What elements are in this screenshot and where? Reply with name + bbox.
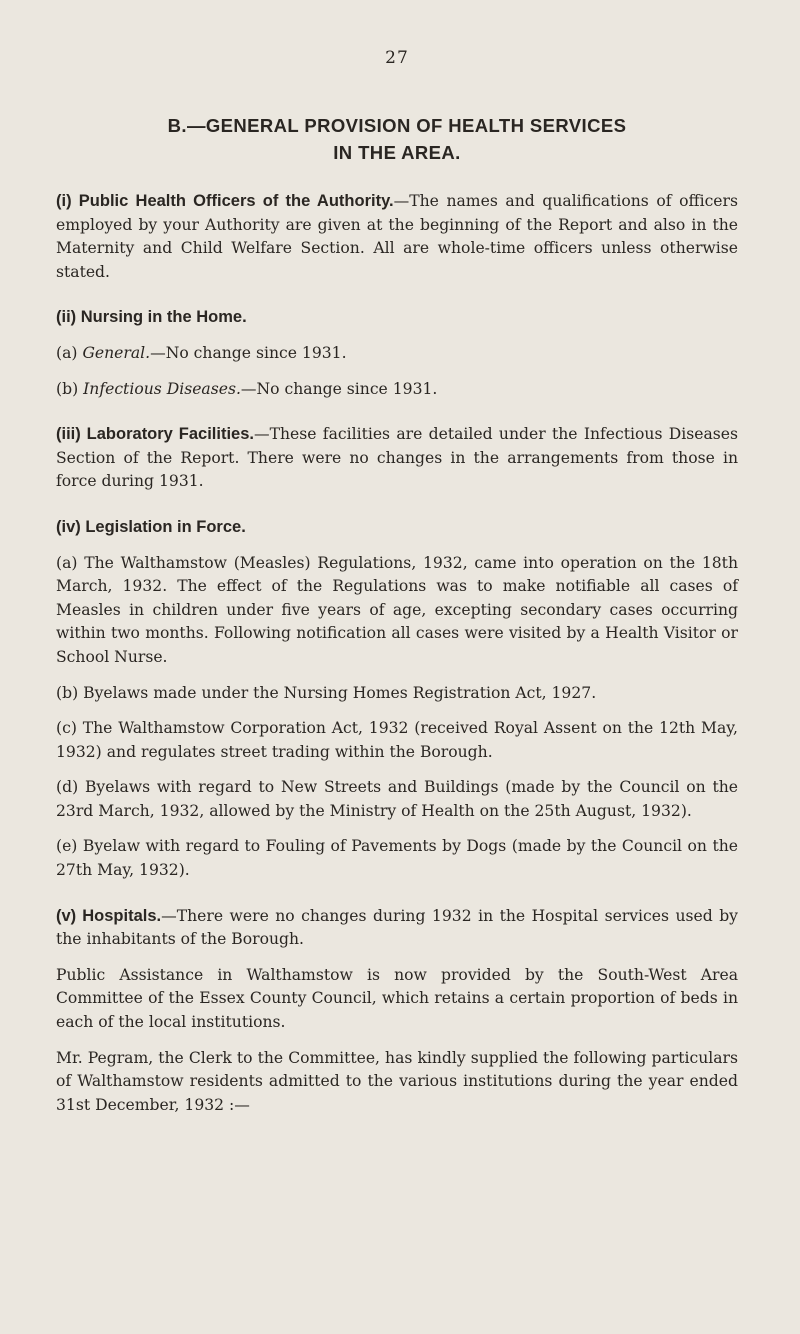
- item-label: (c): [56, 719, 77, 738]
- legislation-item-e: [56, 835, 738, 882]
- section-heading: (ii) Nursing in the Home.: [56, 308, 247, 327]
- item-text: The Walthamstow Corporation Act, 1932 (received Royal Assent on the 12th May, 1932) and regulates street trading within the Borough.: [56, 719, 738, 761]
- subsection-general: [56, 342, 738, 366]
- page-title-line-1: B.—GENERAL PROVISION OF HEALTH SERVICES: [167, 115, 627, 136]
- legislation-item-b: [56, 682, 738, 706]
- legislation-item-c: [56, 717, 738, 764]
- item-label: (e): [56, 837, 78, 856]
- subsection-infectious-diseases: [56, 378, 738, 402]
- item-label: (d): [56, 778, 79, 797]
- page-number: 27: [385, 48, 409, 68]
- legislation-item-d: [56, 776, 738, 823]
- item-label: (b): [56, 683, 79, 702]
- section-paragraph: [56, 190, 738, 284]
- section-hospitals: [56, 905, 738, 1118]
- section-heading: (i) Public Health Officers of the Authority.: [56, 192, 394, 210]
- section-paragraph: [56, 423, 738, 494]
- item-title: Infectious Diseases.: [83, 379, 241, 398]
- section-heading: (iii) Laboratory Facilities.: [56, 425, 254, 444]
- section-text: —These facilities are detailed under the Infectious Diseases Section of the Report. There were no changes in the arrangements from those in force during 1931.: [56, 425, 738, 491]
- section-heading-line: [56, 516, 738, 540]
- item-text: Byelaws made under the Nursing Homes Registration Act, 1927.: [83, 683, 597, 702]
- item-text: The Walthamstow (Measles) Regulations, 1932, came into operation on the 18th March, 1932. The effect of the Regulations was to make notifiable all cases of Measles in children under five years of age, excepting secondary cases occurring within two months. Following notification all cases were visited by a Health Visitor or School Nurse.: [56, 553, 738, 666]
- section-laboratory-facilities: [56, 423, 738, 494]
- public-assistance-paragraph: Public Assistance in Walthamstow is now provided by the South-West Area Committee of the Essex County Council, which retains a certain proportion of beds in each of the local institutions.: [56, 965, 738, 1032]
- section-heading-line: [56, 306, 738, 330]
- section-legislation: [56, 516, 738, 883]
- item-text: —No change since 1931.: [240, 379, 438, 398]
- clerk-particulars-paragraph: Mr. Pegram, the Clerk to the Committee, has kindly supplied the following particulars of Walthamstow residents admitted to the various institutions during the year ended 31st December, 1932 :—: [56, 1048, 738, 1114]
- item-title: General.: [82, 343, 151, 362]
- section-text: —There were no changes during 1932 in the Hospital services used by the inhabitants of the Borough.: [56, 906, 738, 949]
- legislation-item-a: [56, 552, 738, 670]
- item-label: (b): [56, 379, 79, 398]
- section-paragraph: [56, 905, 738, 952]
- page-title-line-2: IN THE AREA.: [333, 142, 461, 163]
- item-text: Byelaws with regard to New Streets and Buildings (made by the Council on the 23rd March, 1932, allowed by the Ministry of Health on the 25th August, 1932).: [56, 778, 738, 820]
- section-public-health-officers: [56, 190, 738, 284]
- section-heading: (v) Hospitals.: [56, 906, 162, 925]
- item-label: (a): [56, 343, 78, 362]
- item-label: (a): [56, 553, 78, 572]
- item-text: —No change since 1931.: [150, 343, 347, 362]
- item-text: Byelaw with regard to Fouling of Pavements by Dogs (made by the Council on the 27th May, 1932).: [56, 837, 738, 880]
- page-title: [56, 112, 738, 166]
- section-nursing-in-home: [56, 306, 738, 401]
- section-text: —The names and qualifications of officers employed by your Authority are given at the beginning of the Report and also in the Maternity and Child Welfare Section. All are whole-time officers unless otherwise stated.: [56, 192, 738, 281]
- section-heading: (iv) Legislation in Force.: [56, 517, 246, 536]
